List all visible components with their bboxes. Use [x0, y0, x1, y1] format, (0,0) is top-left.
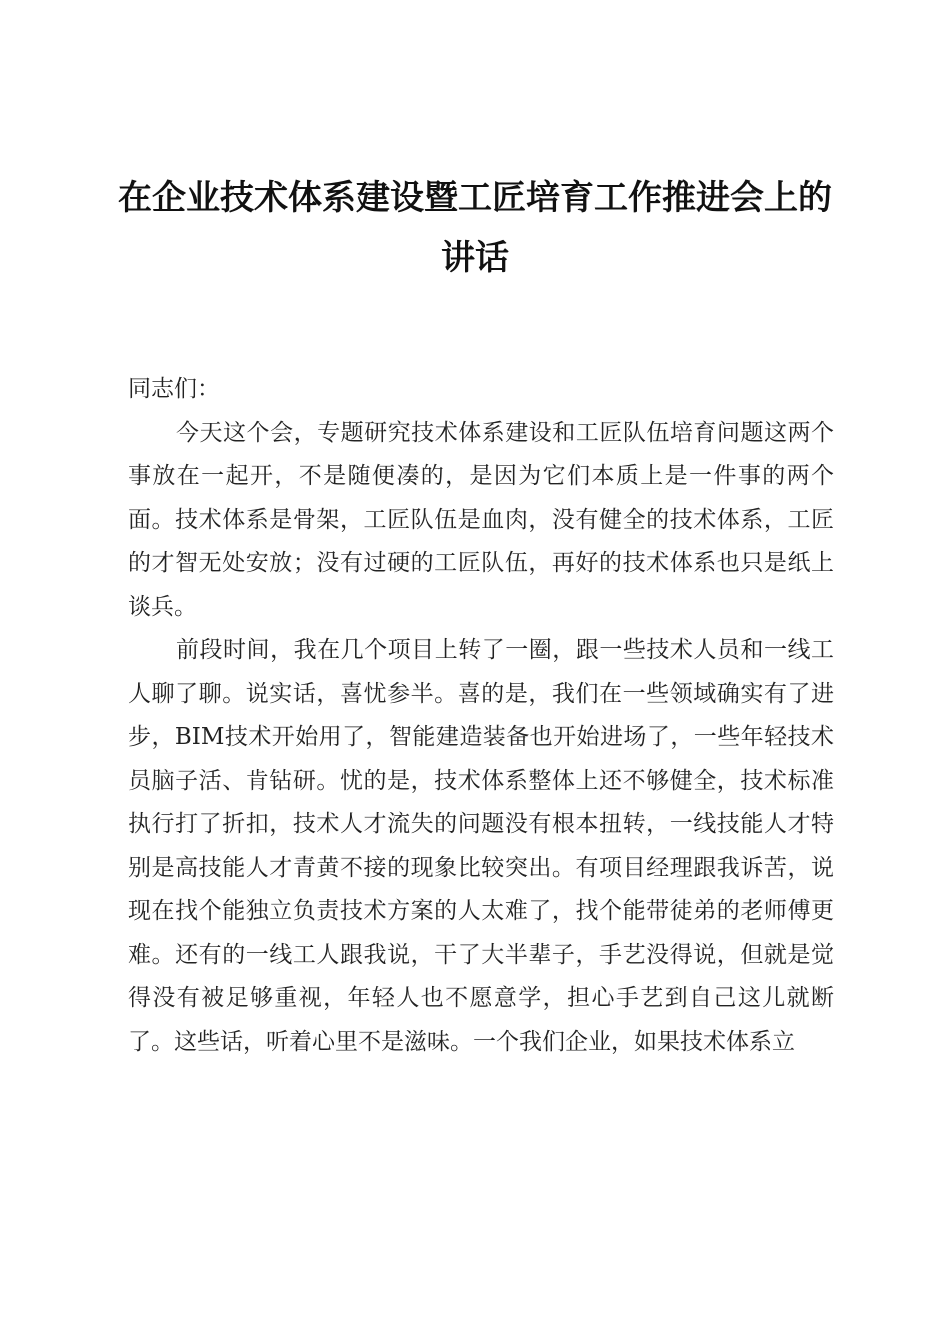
paragraph-1: 今天这个会，专题研究技术体系建设和工匠队伍培育问题这两个事放在一起开，不是随便凑的，是因为它们本质上是一件事的两个面。技术体系是骨架，工匠队伍是血肉，没有健全的技术体系，工匠的才智无处安放；没有过硬的工匠队伍，再好的技术体系也只是纸上谈兵。	[128, 419, 834, 620]
paragraph-2: 前段时间，我在几个项目上转了一圈，跟一些技术人员和一线工人聊了聊。说实话，喜忧参半。喜的是，我们在一些领域确实有了进步，BIM技术开始用了，智能建造装备也开始进场了，一些年轻技术员脑子活、肯钻研。忧的是，技术体系整体上还不够健全，技术标准执行打了折扣，技术人才流失的问题没有根本扭转，一线技能人才特别是高技能人才青黄不接的现象比较突出。有项目经理跟我诉苦，说现在找个能独立负责技术方案的人太难了，找个能带徒弟的老师傅更难。还有的一线工人跟我说，干了大半辈子，手艺没得说，但就是觉得没有被足够重视，年轻人也不愿意学，担心手艺到自己这儿就断了。这些话，听着心里不是滋味。一个我们企业，如果技术体系立	[128, 637, 834, 1055]
document-title: 在企业技术体系建设暨工匠培育工作推进会上的讲话	[118, 178, 832, 278]
salutation: 同志们：	[128, 376, 220, 402]
document-body	[128, 368, 834, 1064]
